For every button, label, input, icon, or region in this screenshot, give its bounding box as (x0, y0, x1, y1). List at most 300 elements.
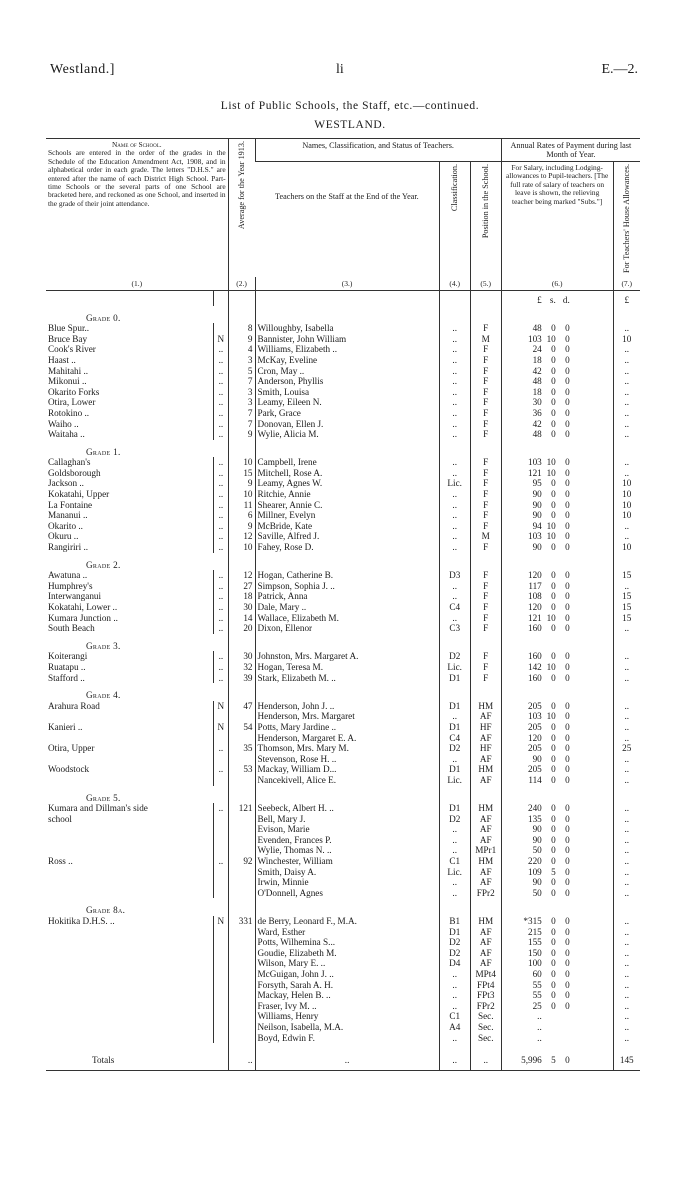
salary-shillings: 0 (551, 845, 556, 856)
teacher-name: Patrick, Anna (255, 591, 439, 602)
school-row (46, 344, 640, 355)
school-mark: .. (214, 570, 228, 581)
salary-cell (501, 542, 613, 553)
school-name: Waitaha .. (48, 429, 85, 440)
salary-pounds: 150 (527, 947, 542, 958)
salary-shillings: 0 (551, 510, 556, 521)
salary-pounds: 103 (527, 711, 542, 722)
salary-cell (501, 397, 613, 408)
school-row (46, 814, 640, 825)
school-mark (214, 948, 228, 959)
grade-heading: Grade 2. (86, 559, 121, 570)
salary-pence: 0 (565, 429, 570, 440)
salary-cell (501, 662, 613, 673)
school-mark: .. (214, 376, 228, 387)
salary-shillings: 0 (551, 580, 556, 591)
school-row (46, 1001, 640, 1012)
school-row (46, 927, 640, 938)
grade-heading-row (46, 306, 640, 324)
salary-shillings: 10 (546, 612, 556, 623)
salary-shillings: 0 (551, 937, 556, 948)
school-mark (214, 814, 228, 825)
school-mark (214, 775, 228, 786)
empty-cell (470, 898, 501, 916)
teacher-name: McKay, Eveline (255, 355, 439, 366)
position: AF (470, 927, 501, 938)
school-mark (214, 824, 228, 835)
house-allowance: .. (613, 927, 640, 938)
house-allowance: 25 (613, 743, 640, 754)
school-row (46, 613, 640, 624)
salary-pence: 0 (565, 489, 570, 500)
school-name: La Fontaine (48, 499, 93, 510)
teacher-name: Neilson, Isabella, M.A. (255, 1022, 439, 1033)
salary-cell (501, 711, 613, 722)
salary-column-header: For Salary, including Lodging-allowances to Pupil-teachers. [The full rate of salary of teachers on leave is shown, the relieving teacher being marked "Subs."] (501, 162, 613, 277)
salary-pence: 0 (565, 979, 570, 990)
school-name: Goldsborough (48, 467, 101, 478)
school-mark: .. (214, 397, 228, 408)
school-row (46, 990, 640, 1001)
salary-pence: 0 (565, 333, 570, 344)
teacher-name: Mitchell, Rose A. (255, 468, 439, 479)
school-name: Ruatapu .. (48, 661, 86, 672)
classification: .. (439, 754, 470, 765)
salary-shillings: 0 (551, 700, 556, 711)
teacher-name: Johnston, Mrs. Margaret A. (255, 651, 439, 662)
salary-pence: 0 (565, 990, 570, 1001)
school-name (46, 1011, 214, 1022)
school-row (46, 376, 640, 387)
salary-pounds: 121 (527, 467, 542, 478)
school-row (46, 775, 640, 786)
average-attendance: 18 (228, 591, 255, 602)
salary-pence: 0 (565, 824, 570, 835)
salary-pence: 0 (565, 856, 570, 867)
teacher-name: Thomson, Mrs. Mary M. (255, 743, 439, 754)
school-mark (214, 733, 228, 744)
average-attendance: 53 (228, 764, 255, 775)
school-row (46, 355, 640, 366)
salary-pounds: 109 (527, 866, 542, 877)
classification: .. (439, 510, 470, 521)
position: AF (470, 824, 501, 835)
classification: C3 (439, 623, 470, 634)
school-name: South Beach (48, 623, 95, 634)
school-row (46, 591, 640, 602)
school-row (46, 969, 640, 980)
average-attendance: 39 (228, 673, 255, 684)
teacher-name: Saville, Alfred J. (255, 531, 439, 542)
classification: .. (439, 521, 470, 532)
average-attendance: 3 (228, 397, 255, 408)
position: F (470, 366, 501, 377)
school-name (46, 980, 214, 991)
grade-heading: Grade 0. (86, 312, 121, 323)
salary-pence: 0 (565, 365, 570, 376)
average-column-header (228, 139, 255, 277)
house-allowance: .. (613, 457, 640, 468)
position: FPr2 (470, 1001, 501, 1012)
school-mark: .. (214, 591, 228, 602)
school-name: Okuru .. (48, 531, 79, 542)
school-mark: .. (214, 743, 228, 754)
school-mark (214, 1001, 228, 1012)
school-mark: .. (214, 651, 228, 662)
salary-pence: 0 (565, 743, 570, 754)
school-name (46, 867, 214, 878)
house-allowance: .. (613, 429, 640, 440)
average-attendance: 14 (228, 613, 255, 624)
salary-pounds: 90 (532, 489, 542, 500)
salary-pounds: 55 (532, 990, 542, 1001)
average-attendance: 12 (228, 570, 255, 581)
position: AF (470, 775, 501, 786)
average-attendance (228, 937, 255, 948)
salary-shillings: 0 (551, 672, 556, 683)
salary-pounds: 94 (532, 520, 542, 531)
teacher-name: Goudie, Elizabeth M. (255, 948, 439, 959)
teacher-name: Stark, Elizabeth M. .. (255, 673, 439, 684)
house-allowance: .. (613, 408, 640, 419)
school-name: Kokatahi, Upper (48, 489, 110, 500)
salary-pounds: 100 (527, 958, 542, 969)
salary-shillings: 0 (551, 591, 556, 602)
school-mark: .. (214, 856, 228, 867)
school-mark (214, 323, 228, 334)
salary-pence: 0 (565, 623, 570, 634)
school-name: Arahura Road (48, 700, 100, 711)
classification: .. (439, 888, 470, 899)
salary-pounds: 120 (527, 602, 542, 613)
house-allowance: 10 (613, 542, 640, 553)
average-attendance (228, 824, 255, 835)
house-allowance: .. (613, 948, 640, 959)
empty-cell (439, 683, 470, 701)
salary-shillings: 0 (551, 732, 556, 743)
teacher-name: Leamy, Agnes W. (255, 478, 439, 489)
school-row (46, 835, 640, 846)
classification: C1 (439, 1011, 470, 1022)
unit-pounds: £ (537, 294, 542, 305)
school-row (46, 824, 640, 835)
house-allowance: .. (613, 980, 640, 991)
salary-pounds: 108 (527, 591, 542, 602)
school-mark: .. (214, 355, 228, 366)
salary-pence: 0 (565, 700, 570, 711)
salary-pence: 0 (565, 542, 570, 553)
classification: Lic. (439, 478, 470, 489)
position: F (470, 429, 501, 440)
teacher-name: Millner, Evelyn (255, 510, 439, 521)
school-name: Callaghan's (48, 457, 91, 468)
position: AF (470, 948, 501, 959)
position-column-header (470, 162, 501, 277)
salary-shillings: 0 (551, 813, 556, 824)
salary-pounds: 18 (532, 386, 542, 397)
school-mark (214, 980, 228, 991)
school-name (46, 888, 214, 899)
salary-shillings: 10 (546, 333, 556, 344)
school-mark (214, 845, 228, 856)
house-allowance: .. (613, 1001, 640, 1012)
empty-cell (228, 786, 255, 804)
average-attendance: 3 (228, 355, 255, 366)
salary-pence: 0 (565, 467, 570, 478)
col-number-7: (7.) (613, 277, 640, 291)
empty-cell (501, 440, 613, 458)
classification: .. (439, 1033, 470, 1044)
school-name (46, 835, 214, 846)
classification: .. (439, 835, 470, 846)
position: AF (470, 937, 501, 948)
classification: .. (439, 613, 470, 624)
classification: C4 (439, 602, 470, 613)
classification: .. (439, 542, 470, 553)
position: MPr1 (470, 845, 501, 856)
classification: .. (439, 468, 470, 479)
average-attendance (228, 877, 255, 888)
payment-group-header: Annual Rates of Payment during last Month of Year. (501, 139, 640, 162)
salary-pounds: 55 (532, 979, 542, 990)
average-attendance: 15 (228, 468, 255, 479)
position: AF (470, 835, 501, 846)
salary-cell (501, 429, 613, 440)
salary-pounds: *315 (523, 916, 542, 927)
col-number-4: (4.) (439, 277, 470, 291)
totals-position: .. (470, 1043, 501, 1070)
salary-shillings: 0 (551, 824, 556, 835)
empty-cell (228, 634, 255, 652)
salary-pounds: 205 (527, 743, 542, 754)
salary-shillings: 0 (551, 602, 556, 613)
empty-cell (501, 634, 613, 652)
teacher-name: Dale, Mary .. (255, 602, 439, 613)
salary-cell (501, 468, 613, 479)
position: F (470, 602, 501, 613)
school-row (46, 845, 640, 856)
classification: A4 (439, 1022, 470, 1033)
totals-average: .. (228, 1043, 255, 1070)
salary-shillings: 0 (551, 376, 556, 387)
school-name: Jackson .. (48, 478, 84, 489)
classification: .. (439, 877, 470, 888)
salary-cell (501, 856, 613, 867)
house-allowance: .. (613, 531, 640, 542)
salary-pounds: 205 (527, 700, 542, 711)
salary-cell (501, 591, 613, 602)
totals-salary (501, 1043, 613, 1070)
salary-pounds: 240 (527, 803, 542, 814)
salary-shillings: 0 (551, 1000, 556, 1011)
salary-pounds: 48 (532, 429, 542, 440)
house-allowance: .. (613, 803, 640, 814)
salary-pounds: 120 (527, 570, 542, 581)
school-mark: .. (214, 468, 228, 479)
school-mark (214, 937, 228, 948)
school-row (46, 916, 640, 927)
salary-shillings: 5 (551, 866, 556, 877)
salary-shillings: 0 (551, 429, 556, 440)
school-row (46, 651, 640, 662)
school-name (46, 1033, 214, 1044)
empty-cell (501, 553, 613, 571)
average-attendance (228, 1011, 255, 1022)
salary-shillings: 0 (551, 834, 556, 845)
classification: D2 (439, 814, 470, 825)
position: FPt3 (470, 990, 501, 1001)
empty-cell (439, 786, 470, 804)
salary-cell (501, 366, 613, 377)
school-mark: N (214, 916, 228, 927)
school-name: Mananui .. (48, 510, 88, 521)
col-number-1: (1.) (46, 277, 228, 291)
salary-cell (501, 376, 613, 387)
teacher-name: McGuigan, John J. .. (255, 969, 439, 980)
school-row (46, 429, 640, 440)
salary-cell (501, 651, 613, 662)
school-mark: .. (214, 764, 228, 775)
empty-cell (613, 634, 640, 652)
school-mark: .. (214, 489, 228, 500)
salary-pounds: 90 (532, 834, 542, 845)
school-mark (214, 990, 228, 1001)
position-header-label: Position in the School. (481, 164, 491, 239)
position: F (470, 397, 501, 408)
salary-cell (501, 835, 613, 846)
house-allowance: 10 (613, 478, 640, 489)
average-attendance (228, 969, 255, 980)
school-row (46, 856, 640, 867)
house-allowance: .. (613, 344, 640, 355)
house-allowance: .. (613, 366, 640, 377)
empty-cell (501, 306, 613, 324)
school-row (46, 581, 640, 592)
school-row (46, 500, 640, 511)
classification: Lic. (439, 775, 470, 786)
teacher-name: Smith, Daisy A. (255, 867, 439, 878)
school-row (46, 408, 640, 419)
empty-cell (613, 553, 640, 571)
classification: D1 (439, 722, 470, 733)
empty-cell (470, 683, 501, 701)
position: M (470, 334, 501, 345)
school-mark (214, 754, 228, 765)
salary-pounds: .. (537, 1011, 542, 1022)
school-mark (214, 969, 228, 980)
school-mark (214, 888, 228, 899)
position: HM (470, 916, 501, 927)
running-header-right: E.—2. (601, 62, 638, 77)
house-allowance: .. (613, 397, 640, 408)
classification: D1 (439, 803, 470, 814)
col-number-5: (5.) (470, 277, 501, 291)
totals-row (46, 1043, 640, 1070)
house-allowance: .. (613, 581, 640, 592)
position: AF (470, 958, 501, 969)
school-mark: N (214, 701, 228, 712)
empty-cell (613, 306, 640, 324)
classification: .. (439, 824, 470, 835)
school-mark: .. (214, 581, 228, 592)
classification: .. (439, 397, 470, 408)
salary-pence: 0 (565, 916, 570, 927)
salary-shillings: 0 (551, 397, 556, 408)
average-attendance: 54 (228, 722, 255, 733)
salary-cell (501, 969, 613, 980)
position: F (470, 613, 501, 624)
school-row (46, 867, 640, 878)
salary-shillings: 0 (551, 926, 556, 937)
school-name: Cook's River (48, 344, 96, 355)
grade-heading-row (46, 898, 640, 916)
school-mark: .. (214, 387, 228, 398)
school-mark (214, 1022, 228, 1033)
teacher-name: Dixon, Ellenor (255, 623, 439, 634)
salary-pence: 0 (565, 803, 570, 814)
salary-pence: 0 (565, 845, 570, 856)
house-allowance: .. (613, 916, 640, 927)
salary-pence: 0 (565, 344, 570, 355)
school-name: Koiterangi (48, 651, 88, 662)
school-header-note: Schools are entered in the order of the grades in the Schedule of the Education Amendment Act, 1908, and in alphabetical order in each grade. The letters "D.H.S." are entered after the name of each District High School. Part-time Schools or the several parts of one School are bracketed here, and reckoned as one School, and inserted in the grade of their joint attendance. (48, 148, 226, 208)
totals-shillings: 5 (551, 1055, 556, 1066)
school-header-title: Name of School. (111, 140, 162, 149)
salary-shillings: 0 (551, 803, 556, 814)
school-name (46, 845, 214, 856)
salary-pence: 0 (565, 947, 570, 958)
house-allowance: .. (613, 867, 640, 878)
school-mark: .. (214, 521, 228, 532)
salary-shillings: 0 (551, 542, 556, 553)
empty-cell (613, 440, 640, 458)
school-row (46, 673, 640, 684)
average-attendance (228, 980, 255, 991)
salary-pounds: 95 (532, 478, 542, 489)
salary-shillings: 0 (551, 570, 556, 581)
salary-pounds: 103 (527, 531, 542, 542)
salary-cell (501, 521, 613, 532)
salary-cell (501, 570, 613, 581)
school-row (46, 457, 640, 468)
average-attendance (228, 927, 255, 938)
empty-cell (255, 553, 439, 571)
school-row (46, 468, 640, 479)
salary-pounds: 50 (532, 887, 542, 898)
teacher-name: Stevenson, Rose H. .. (255, 754, 439, 765)
position: F (470, 468, 501, 479)
salary-pence: 0 (565, 580, 570, 591)
empty-cell (439, 553, 470, 571)
salary-cell (501, 824, 613, 835)
salary-pence: 0 (565, 958, 570, 969)
teacher-name: Ward, Esther (255, 927, 439, 938)
salary-cell (501, 764, 613, 775)
salary-shillings: 10 (546, 457, 556, 468)
school-mark (214, 835, 228, 846)
salary-shillings: 0 (551, 365, 556, 376)
house-allowance: .. (613, 1033, 640, 1044)
school-row (46, 888, 640, 899)
salary-cell (501, 990, 613, 1001)
salary-cell (501, 323, 613, 334)
classification: D2 (439, 937, 470, 948)
classification: .. (439, 355, 470, 366)
salary-pounds: 90 (532, 542, 542, 553)
salary-cell (501, 489, 613, 500)
house-allowance: .. (613, 969, 640, 980)
teacher-name: Smith, Louisa (255, 387, 439, 398)
